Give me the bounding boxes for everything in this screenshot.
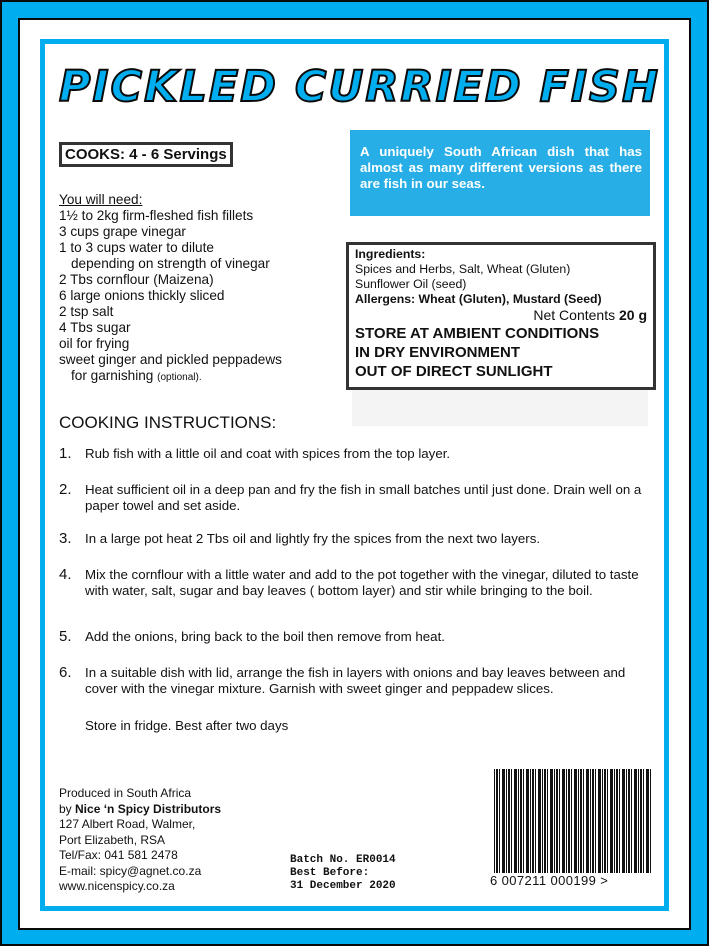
label-card — [18, 18, 691, 930]
allergens-line: Allergens: Wheat (Gluten), Mustard (Seed) — [355, 292, 602, 306]
batch-number: Batch No. ER0014 — [290, 854, 396, 866]
step-text: Add the onions, bring back to the boil then remove from heat. — [85, 629, 445, 644]
barcode-number — [490, 873, 656, 891]
ingredients-line: Spices and Herbs, Salt, Wheat (Gluten) — [355, 262, 571, 276]
barcode-digit: 6 — [490, 873, 498, 888]
list-item: sweet ginger and pickled peppadews — [59, 352, 282, 367]
producer-line — [59, 802, 221, 818]
producer-line: 127 Albert Road, Walmer, — [59, 817, 196, 831]
best-before-label: Best Before: — [290, 867, 370, 879]
net-contents — [355, 307, 647, 324]
producer-website: www.nicenspicy.co.za — [59, 879, 175, 893]
step-number: 1. — [59, 445, 72, 462]
list-item: 1½ to 2kg firm-fleshed fish fillets — [59, 208, 254, 223]
ingredients-needed-list — [59, 192, 282, 386]
instruction-step — [59, 567, 659, 599]
garnish-text: for garnishing — [71, 368, 154, 383]
step-text: Mix the cornflour with a little water and add to the pot together with the vinegar, diluted to taste with water, salt, sugar and bay leaves ( bottom layer) and stir while bringing to the boil. — [85, 567, 639, 598]
storage-note — [59, 718, 659, 734]
best-before-date: 31 December 2020 — [290, 880, 396, 892]
storage-line: IN DRY ENVIRONMENT — [355, 344, 521, 361]
instruction-step — [59, 665, 659, 697]
servings-badge: COOKS: 4 - 6 Servings — [59, 142, 233, 167]
storage-line: OUT OF DIRECT SUNLIGHT — [355, 363, 553, 380]
producer-phone: Tel/Fax: 041 581 2478 — [59, 848, 178, 862]
ingredients-line: Sunflower Oil (seed) — [355, 277, 467, 291]
instruction-step — [59, 482, 659, 514]
producer-info — [59, 786, 221, 895]
step-number: 5. — [59, 628, 72, 645]
producer-email: E-mail: spicy@agnet.co.za — [59, 863, 202, 878]
ingredients-box — [346, 242, 656, 390]
list-item: 6 large onions thickly sliced — [59, 288, 225, 303]
net-contents-value: 20 g — [618, 307, 647, 323]
instructions-heading: COOKING INSTRUCTIONS: — [59, 413, 277, 432]
batch-info — [290, 854, 396, 893]
producer-line: Port Elizabeth, RSA — [59, 832, 166, 847]
barcode-digits: 007211 — [501, 873, 547, 888]
step-number: 3. — [59, 530, 72, 547]
list-item: 2 tsp salt — [59, 304, 114, 319]
step-number: 2. — [59, 481, 72, 498]
company-name: Nice ‘n Spicy Distributors — [75, 801, 222, 816]
description-box: A uniquely South African dish that has almost as many different versions as there are fish in our seas. — [350, 130, 650, 216]
list-item: depending on strength of vinegar — [71, 256, 270, 271]
list-item — [59, 368, 282, 386]
barcode-bars — [494, 769, 652, 877]
need-heading: You will need: — [59, 192, 143, 207]
list-item: 3 cups grape vinegar — [59, 224, 186, 239]
list-item: 1 to 3 cups water to dilute — [59, 240, 214, 255]
ingredients-heading: Ingredients: — [355, 247, 426, 261]
optional-note: (optional). — [157, 372, 202, 383]
net-contents-label: Net Contents — [533, 307, 619, 323]
instruction-step — [59, 629, 659, 645]
list-item: 2 Tbs cornflour (Maizena) — [59, 272, 214, 287]
instruction-step — [59, 531, 659, 547]
list-item: oil for frying — [59, 336, 130, 351]
instruction-step — [59, 446, 659, 462]
product-title: PICKLED CURRIED FISH — [59, 62, 660, 112]
barcode-arrow: > — [600, 873, 609, 888]
step-number: 4. — [59, 566, 72, 583]
step-text: Rub fish with a little oil and coat with spices from the top layer. — [85, 446, 451, 461]
step-text: In a large pot heat 2 Tbs oil and lightly fry the spices from the next two layers. — [85, 531, 541, 546]
list-item: 4 Tbs sugar — [59, 320, 131, 335]
producer-line: Produced in South Africa — [59, 786, 192, 800]
step-text: Heat sufficient oil in a deep pan and fry the fish in small batches until just done. Drain well on a paper towel and set aside. — [85, 482, 642, 513]
step-number: 6. — [59, 664, 72, 681]
producer-by: by — [59, 801, 76, 816]
storage-line: STORE AT AMBIENT CONDITIONS — [355, 325, 600, 342]
shaded-strip — [352, 390, 648, 426]
label-panel — [40, 39, 669, 911]
barcode — [490, 769, 656, 889]
step-text: In a suitable dish with lid, arrange the fish in layers with onions and bay leaves between and cover with the vinegar mixture. Garnish with sweet ginger and peppadew slices. — [85, 665, 626, 696]
barcode-digits: 000199 — [550, 873, 597, 888]
storage-note-text: Store in fridge. Best after two days — [85, 718, 289, 733]
